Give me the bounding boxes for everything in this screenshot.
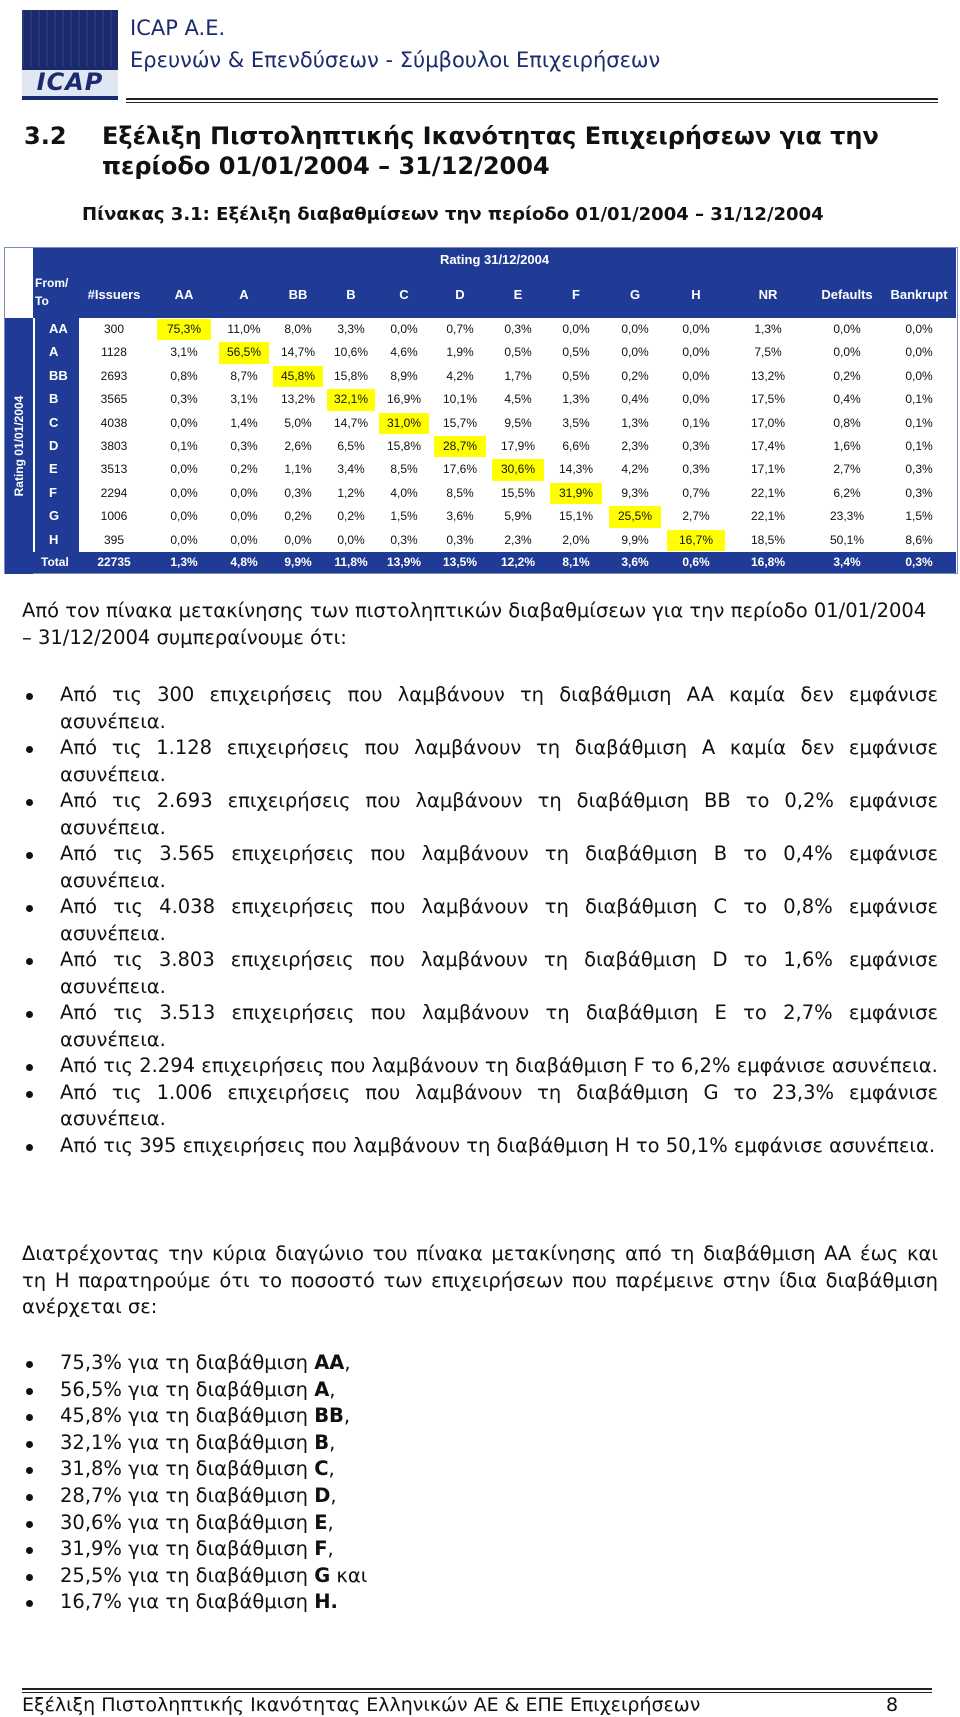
table-cell: 16,9% [386,392,422,407]
diagonal-percentage: 25,5% [60,1563,122,1587]
table-cell: 23,3% [829,509,865,524]
diagonal-percentage: 16,7% [60,1590,122,1614]
table-cell: 0,0% [562,322,590,336]
table-cell: 22,1% [750,509,786,524]
col-header-nr: NR [758,287,778,302]
table-cell: 0,0% [170,485,198,500]
finding-item [22,788,938,841]
footer-rule-thin [22,1692,932,1693]
diagonal-rating: H. [314,1590,338,1614]
bullet-icon [26,1361,33,1368]
table-cell: 0,5% [562,368,590,383]
table-cell: 17,0% [750,415,786,430]
table-side-title-bar [5,318,33,574]
bullet-icon [26,958,33,965]
diagonal-suffix: , [327,1510,334,1534]
logo-pattern [22,10,118,66]
diagonal-suffix: , [344,1351,351,1374]
diagonal-rating: A [314,1377,330,1401]
diagonal-paragraph: Διατρέχοντας την κύρια διαγώνιο του πίνακα μετακίνησης από τη διαβάθμιση AA έως και τη H παρατηρούμε ότι το ποσοστό των επιχειρήσεων που παρέμεινε στην ίδια διαβάθμιση ανέρχεται σε: [22,1242,938,1318]
table-cell: 3,6% [446,509,474,524]
col-header-a: A [239,287,249,302]
finding-item [22,1000,938,1053]
table-cell-diagonal: 32,1% [327,389,375,410]
diagonal-text: για τη διαβάθμιση [121,1510,315,1534]
total-label: Total [41,555,69,569]
diagonal-suffix: , [343,1404,351,1428]
table-cell: 2,3% [504,532,532,547]
table-cell: 0,3% [682,439,710,453]
table-cell: 0,1% [905,392,933,407]
table-cell: 1,9% [446,345,474,360]
table-cell: 6,5% [337,439,365,453]
diagonal-text: για τη διαβάθμιση [121,1351,315,1374]
table-cell: 0,3% [905,485,933,500]
table-cell: 14,7% [333,415,369,430]
total-cell: 9,9% [284,555,312,569]
findings-list [22,682,938,1159]
col-header-issuers: #Issuers [87,287,141,302]
finding-text: Από τις 300 επιχειρήσεις που λαμβάνουν τη διαβάθμιση AA καμία δεν εμφάνισε ασυνέπεια. [60,683,938,733]
total-cell: 3,6% [621,555,649,569]
table-cell: 0,0% [337,532,365,547]
table-cell: 0,0% [682,368,710,383]
table-cell: 7,5% [754,345,782,360]
bullet-icon [26,746,33,753]
table-cell: 0,0% [170,509,198,524]
table-cell-issuers: 3565 [100,392,128,407]
diagonal-item [22,1350,938,1377]
table-cell: 4,5% [504,392,532,407]
section-title-text: Εξέλιξη Πιστοληπτικής Ικανότητας Επιχειρήσεων για την περίοδο 01/01/2004 – 31/12/2004 [102,122,879,180]
diagonal-list [22,1350,938,1616]
diagonal-item [22,1589,938,1616]
table-cell-diagonal: 45,8% [273,366,323,387]
col-header-f: F [572,287,580,302]
diagonal-item [22,1456,938,1483]
row-label-d: D [35,435,79,458]
total-cell: 0,6% [682,555,710,569]
table-cell: 3,5% [562,415,590,430]
row-label-a: A [35,341,79,364]
table-cell: 0,0% [905,345,933,360]
table-cell: 6,2% [833,485,861,500]
table-cell: 0,7% [682,485,710,500]
diagonal-rating: B [314,1430,330,1454]
table-cell: 0,1% [170,439,198,453]
table-cell: 0,0% [170,462,198,477]
col-header-b: B [346,287,356,302]
total-cell: 12,2% [500,555,536,569]
total-cell: 0,3% [905,555,933,569]
table-cell-diagonal: 31,9% [550,483,602,504]
table-cell: 0,2% [833,368,861,383]
table-cell-diagonal: 25,5% [609,506,661,527]
diagonal-suffix: , [328,1457,335,1481]
table-cell: 5,9% [504,509,532,524]
table-cell: 3,4% [337,462,365,477]
table-cell: 0,0% [230,532,258,547]
table-cell: 2,7% [833,462,861,477]
section-number: 3.2 [24,122,67,150]
table-cell: 0,7% [446,322,474,336]
table-cell: 8,5% [390,462,418,477]
finding-text: Από τις 2.294 επιχειρήσεις που λαμβάνουν τη διαβάθμιση F το 6,2% εμφάνισε ασυνέπεια. [60,1054,938,1077]
table-cell: 0,1% [905,415,933,430]
table-cell: 0,0% [390,322,418,336]
table-cell: 4,6% [390,345,418,360]
table-cell: 15,8% [386,439,422,453]
table-cell: 1,3% [754,322,782,336]
table-cell: 0,0% [621,322,649,336]
bullet-icon [26,693,33,700]
table-cell-diagonal: 28,7% [434,436,486,457]
bullet-icon [26,1414,33,1421]
table-cell: 22,1% [750,485,786,500]
diagonal-suffix: , [329,1430,336,1454]
table-cell-issuers: 3513 [100,462,128,477]
bullet-icon [26,1011,33,1018]
bullet-icon [26,1521,33,1528]
table-cell: 3,3% [337,322,365,336]
footer-rule [22,1688,932,1690]
table-cell: 0,3% [284,485,312,500]
finding-text: Από τις 1.006 επιχειρήσεις που λαμβάνουν τη διαβάθμιση G το 23,3% εμφάνισε ασυνέπεια. [60,1080,938,1130]
table-cell: 8,7% [230,368,258,383]
diagonal-percentage: 32,1% [60,1430,122,1454]
table-cell: 17,9% [500,439,536,453]
col-header-e: E [513,287,523,302]
table-cell: 4,2% [446,368,474,383]
diagonal-suffix: και [330,1563,368,1587]
total-cell: 13,9% [386,555,422,569]
table-cell: 1,6% [833,439,861,453]
row-label-g: G [35,505,79,528]
bullet-icon [26,799,33,806]
table-cell: 0,0% [682,345,710,360]
bullet-icon [26,905,33,912]
table-cell: 14,7% [280,345,316,360]
table-cell-issuers: 2693 [100,368,128,383]
finding-text: Από τις 3.565 επιχειρήσεις που λαμβάνουν τη διαβάθμιση B το 0,4% εμφάνισε ασυνέπεια. [60,842,938,892]
table-cell: 5,0% [284,415,312,430]
finding-item [22,1053,938,1080]
icap-logo [22,10,118,100]
diagonal-item [22,1377,938,1404]
table-top-title: Rating 31/12/2004 [33,248,956,272]
bullet-icon [26,1494,33,1501]
table-cell: 0,2% [284,509,312,524]
diagonal-text: για τη διαβάθμιση [121,1537,315,1561]
total-cell: 16,8% [750,555,786,569]
table-cell: 0,3% [446,532,474,547]
diagonal-percentage: 75,3% [60,1351,122,1374]
bullet-icon [26,1547,33,1554]
company-subtitle: Ερευνών & Επενδύσεων - Σύμβουλοι Επιχειρήσεων [130,48,661,72]
table-cell-diagonal: 75,3% [157,319,211,340]
finding-item [22,841,938,894]
corner-to: To [35,294,49,308]
table-cell: 0,3% [390,532,418,547]
bullet-icon [26,1467,33,1474]
table-cell: 0,3% [682,462,710,477]
table-cell: 1,5% [905,509,933,524]
diagonal-item [22,1430,938,1457]
bullet-icon [26,1574,33,1581]
total-cell: 3,4% [833,555,861,569]
diagonal-text: για τη διαβάθμιση [121,1404,315,1428]
bullet-icon [26,1091,33,1098]
table-cell: 2,3% [621,439,649,453]
finding-item [22,894,938,947]
table-cell: 0,0% [621,345,649,360]
table-cell-issuers: 1006 [100,509,128,524]
table-cell: 0,0% [230,509,258,524]
bullet-icon [26,1064,33,1071]
table-cell: 0,0% [284,532,312,547]
row-label-c: C [35,412,79,435]
row-label-h: H [35,529,79,552]
diagonal-suffix: , [327,1537,334,1561]
table-cell: 11,0% [227,322,261,336]
footer-text: Εξέλιξη Πιστοληπτικής Ικανότητας Ελληνικών ΑΕ & ΕΠΕ Επιχειρήσεων [22,1694,701,1716]
finding-item [22,735,938,788]
diagonal-item [22,1403,938,1430]
table-cell: 9,5% [504,415,532,430]
table-cell: 4,0% [390,485,418,500]
table-cell-issuers: 395 [103,532,125,547]
diagonal-rating: D [314,1483,331,1507]
table-cell-issuers: 4038 [100,415,128,430]
table-cell: 1,1% [284,462,312,477]
row-label-e: E [35,458,79,481]
row-label-b: B [35,388,79,411]
diagonal-percentage: 56,5% [60,1377,122,1401]
finding-text: Από τις 2.693 επιχειρήσεις που λαμβάνουν τη διαβάθμιση BB το 0,2% εμφάνισε ασυνέπεια. [60,789,938,839]
table-cell: 0,2% [337,509,365,524]
table-cell-diagonal: 31,0% [379,413,429,434]
table-cell: 10,1% [442,392,478,407]
table-cell: 1,3% [621,415,649,430]
diagonal-text: για τη διαβάθμιση [121,1377,315,1401]
table-cell: 8,0% [284,322,312,336]
table-cell: 0,1% [905,439,933,453]
table-cell: 15,7% [442,415,478,430]
diagonal-rating: BB [314,1404,344,1428]
table-cell: 0,2% [621,368,649,383]
table-cell: 15,5% [500,485,536,500]
rating-transition-table [4,247,958,574]
table-cell: 1,4% [230,415,258,430]
diagonal-item [22,1510,938,1537]
table-cell: 17,1% [750,462,786,477]
table-cell: 50,1% [829,532,865,547]
table-cell: 3,1% [230,392,258,407]
table-cell: 17,5% [750,392,786,407]
bullet-icon [26,1144,33,1151]
table-side-title: Rating 01/01/2004 [12,395,26,497]
finding-text: Από τις 3.513 επιχειρήσεις που λαμβάνουν τη διαβάθμιση E το 2,7% εμφάνισε ασυνέπεια. [60,1001,938,1051]
diagonal-suffix: , [329,1377,336,1401]
table-cell: 0,8% [170,368,198,383]
table-cell: 0,2% [230,462,258,477]
table-cell: 0,0% [905,368,933,383]
table-cell: 17,6% [442,462,478,477]
col-header-defaults: Defaults [821,287,873,302]
total-issuers: 22735 [97,555,131,569]
diagonal-percentage: 28,7% [60,1483,122,1507]
diagonal-percentage: 45,8% [60,1404,122,1428]
total-cell: 1,3% [170,555,198,569]
table-cell: 1,5% [390,509,418,524]
bullet-icon [26,852,33,859]
table-cell: 0,0% [682,322,710,336]
table-cell: 0,3% [504,322,532,336]
table-cell: 14,3% [558,462,594,477]
diagonal-item [22,1536,938,1563]
table-cell: 1,2% [337,485,365,500]
table-cell: 0,0% [833,345,861,360]
table-cell-issuers: 3803 [100,439,128,453]
company-name: ICAP A.E. [130,16,226,40]
table-cell: 0,3% [170,392,198,407]
table-cell-diagonal: 30,6% [492,459,544,480]
total-cell: 8,1% [562,555,590,569]
table-cell: 15,1% [558,509,594,524]
table-cell: 0,0% [230,485,258,500]
table-cell: 2,0% [562,532,590,547]
col-header-h: H [691,287,701,302]
table-cell: 0,0% [170,532,198,547]
table-cell: 0,5% [504,345,532,360]
col-header-bb: BB [288,287,308,302]
row-label-bb: BB [35,365,79,388]
diagonal-percentage: 31,8% [60,1457,122,1481]
bullet-icon [26,1388,33,1395]
table-cell: 18,5% [750,532,786,547]
table-cell: 4,2% [621,462,649,477]
finding-item [22,1080,938,1133]
table-cell: 2,6% [284,439,312,453]
col-header-c: C [399,287,409,302]
diagonal-item [22,1483,938,1510]
finding-text: Από τις 1.128 επιχειρήσεις που λαμβάνουν τη διαβάθμιση A καμία δεν εμφάνισε ασυνέπεια. [60,736,938,786]
row-label-f: F [35,482,79,505]
table-cell: 8,9% [390,368,418,383]
diagonal-rating: E [314,1510,328,1534]
table-cell: 8,5% [446,485,474,500]
table-cell: 8,6% [905,532,933,547]
table-cell: 0,3% [905,462,933,477]
diagonal-percentage: 31,9% [60,1537,122,1561]
table-cell: 6,6% [562,439,590,453]
table-cell: 9,3% [621,485,649,500]
table-cell: 0,4% [621,392,649,407]
table-cell: 9,9% [621,532,649,547]
table-cell: 17,4% [750,439,786,453]
diagonal-text: για τη διαβάθμιση [121,1430,315,1454]
intro-paragraph: Από τον πίνακα μετακίνησης των πιστοληπτικών διαβαθμίσεων για την περίοδο 01/01/2004 – 31/12/2004 συμπεραίνουμε ότι: [22,599,927,649]
diagonal-suffix: , [330,1483,337,1507]
table-cell-diagonal: 16,7% [667,530,725,551]
table-cell: 0,0% [833,322,861,336]
finding-text: Από τις 3.803 επιχειρήσεις που λαμβάνουν τη διαβάθμιση D το 1,6% εμφάνισε ασυνέπεια. [60,948,938,998]
total-cell: 11,8% [334,555,368,569]
table-cell: 10,6% [333,345,369,360]
col-header-g: G [629,287,641,302]
col-header-d: D [455,287,465,302]
diagonal-rating: AA [314,1351,345,1374]
table-cell-issuers: 300 [103,322,125,336]
table-cell: 0,0% [682,392,710,407]
diagonal-rating: G [314,1563,331,1587]
table-cell: 0,0% [170,415,198,430]
finding-text: Από τις 395 επιχειρήσεις που λαμβάνουν τη διαβάθμιση H το 50,1% εμφάνισε ασυνέπεια. [60,1133,936,1157]
diagonal-item [22,1563,938,1590]
finding-item [22,682,938,735]
table-cell: 0,0% [905,322,933,336]
col-header-bankrupt: Bankrupt [890,287,948,302]
table-cell: 1,7% [504,368,532,383]
total-cell: 4,8% [230,555,258,569]
table-corner-label [35,274,79,310]
table-cell: 2,7% [682,509,710,524]
logo-text: ICAP [36,68,104,96]
table-cell: 0,5% [562,345,590,360]
diagonal-percentage: 30,6% [60,1510,122,1534]
col-header-aa: AA [174,287,194,302]
table-cell-issuers: 1128 [101,345,127,360]
diagonal-text: για τη διαβάθμιση [121,1483,315,1507]
table-cell: 0,3% [230,439,258,453]
table-cell-issuers: 2294 [100,485,128,500]
table-caption: Πίνακας 3.1: Εξέλιξη διαβαθμίσεων την περίοδο 01/01/2004 – 31/12/2004 [82,204,824,225]
header-rule [126,98,938,100]
table-cell: 1,3% [562,392,590,407]
table-cell: 13,2% [750,368,786,383]
table-cell: 0,8% [833,415,861,430]
header-rule-thin [126,102,938,103]
finding-item [22,947,938,1000]
table-cell: 13,2% [280,392,316,407]
diagonal-text: για τη διαβάθμιση [121,1590,315,1614]
diagonal-text: για τη διαβάθμιση [121,1563,315,1587]
finding-item [22,1133,938,1160]
table-cell: 0,1% [682,415,710,430]
diagonal-rating: C [314,1457,329,1481]
diagonal-rating: F [314,1537,328,1561]
finding-text: Από τις 4.038 επιχειρήσεις που λαμβάνουν τη διαβάθμιση C το 0,8% εμφάνισε ασυνέπεια. [60,895,938,945]
bullet-icon [26,1441,33,1448]
corner-from: From/ [35,276,69,290]
page-number: 8 [886,1694,899,1716]
total-cell: 13,5% [442,555,478,569]
table-cell: 3,1% [170,345,198,360]
table-cell-diagonal: 56,5% [219,342,269,363]
bullet-icon [26,1600,33,1607]
row-label-aa: AA [35,318,79,341]
table-cell: 0,4% [833,392,861,407]
page-header [22,10,938,106]
diagonal-text: για τη διαβάθμιση [121,1457,315,1481]
table-cell: 15,8% [333,368,369,383]
